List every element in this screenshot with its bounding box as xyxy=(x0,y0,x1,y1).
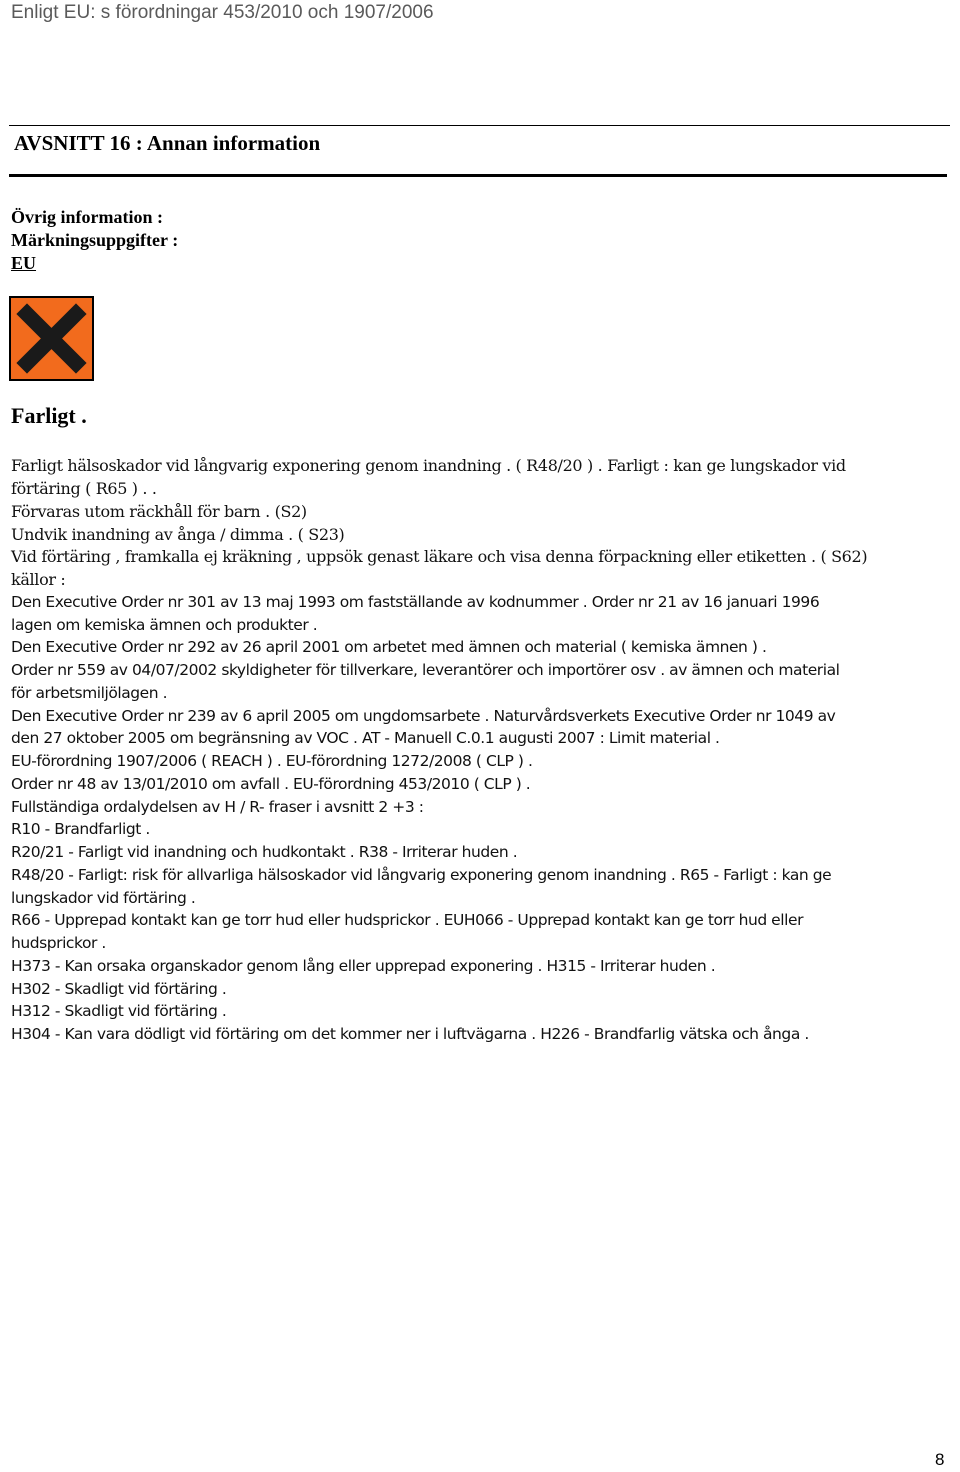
source-line: Order nr 48 av 13/01/2010 om avfall . EU-förordning 453/2010 ( CLP ) . xyxy=(11,775,531,793)
phrase-line: förtäring ( R65 ) . . xyxy=(11,479,157,498)
source-line: för arbetsmiljölagen . xyxy=(11,684,168,702)
source-line: Den Executive Order nr 301 av 13 maj 1993 om fastställande av kodnummer . Order nr 21 av 16 januari 1996 xyxy=(11,593,820,611)
source-line: H312 - Skadligt vid förtäring . xyxy=(11,1002,227,1020)
phrase-line: Undvik inandning av ånga / dimma . ( S23) xyxy=(11,525,345,544)
source-line: H302 - Skadligt vid förtäring . xyxy=(11,980,227,998)
phrase-line: Farligt hälsoskador vid långvarig exponering genom inandning . ( R48/20 ) . Farligt : kan ge lungskador vid xyxy=(11,456,846,475)
source-line: EU-förordning 1907/2006 ( REACH ) . EU-förordning 1272/2008 ( CLP ) . xyxy=(11,752,533,770)
section-title: AVSNITT 16 : Annan information xyxy=(14,131,321,155)
source-line: Order nr 559 av 04/07/2002 skyldigheter för tillverkare, leverantörer och importörer osv . av ämnen och material xyxy=(11,661,840,679)
source-line: lungskador vid förtäring . xyxy=(11,889,196,907)
source-line: H373 - Kan orsaka organskador genom lång eller upprepad exponering . H315 - Irriterar huden . xyxy=(11,957,716,975)
source-line: R10 - Brandfarligt . xyxy=(11,820,150,838)
page-number: 8 xyxy=(935,1450,945,1469)
source-line: Den Executive Order nr 239 av 6 april 2005 om ungdomsarbete . Naturvårdsverkets Executive Order nr 1049 av xyxy=(11,707,836,725)
other-info-label: Övrig information : xyxy=(11,207,163,227)
source-line: Den Executive Order nr 292 av 26 april 2001 om arbetet med ämnen och material ( kemiska ämnen ) . xyxy=(11,638,767,656)
labelling-label: Märkningsuppgifter : xyxy=(11,230,179,250)
region-label: EU xyxy=(11,253,37,273)
phrase-line: Vid förtäring , framkalla ej kräkning , uppsök genast läkare och visa denna förpackning eller etiketten . ( S62) xyxy=(11,547,868,566)
source-line: den 27 oktober 2005 om begränsning av VOC . AT - Manuell C.0.1 augusti 2007 : Limit material . xyxy=(11,729,720,747)
header-divider xyxy=(9,125,950,126)
document-header: Enligt EU: s förordningar 453/2010 och 1907/2006 xyxy=(11,2,434,23)
source-line: R20/21 - Farligt vid inandning och hudkontakt . R38 - Irriterar huden . xyxy=(11,843,518,861)
source-line: hudsprickor . xyxy=(11,934,106,952)
signal-word: Farligt . xyxy=(11,403,87,428)
source-line: Fullständiga ordalydelsen av H / R- fraser i avsnitt 2 +3 : xyxy=(11,798,424,816)
harmful-x-glyph xyxy=(11,298,92,379)
sources-heading: källor : xyxy=(11,570,66,589)
harmful-x-icon xyxy=(9,296,94,381)
source-line: H304 - Kan vara dödligt vid förtäring om det kommer ner i luftvägarna . H226 - Brandfarlig vätska och ånga . xyxy=(11,1025,809,1043)
source-line: lagen om kemiska ämnen och produkter . xyxy=(11,616,318,634)
source-line: R66 - Upprepad kontakt kan ge torr hud eller hudsprickor . EUH066 - Upprepad kontakt kan ge torr hud eller xyxy=(11,911,803,929)
source-line: R48/20 - Farligt: risk för allvarliga hälsoskador vid långvarig exponering genom inandning . R65 - Farligt : kan ge xyxy=(11,866,832,884)
phrase-line: Förvaras utom räckhåll för barn . (S2) xyxy=(11,502,307,521)
section-divider xyxy=(9,174,947,177)
